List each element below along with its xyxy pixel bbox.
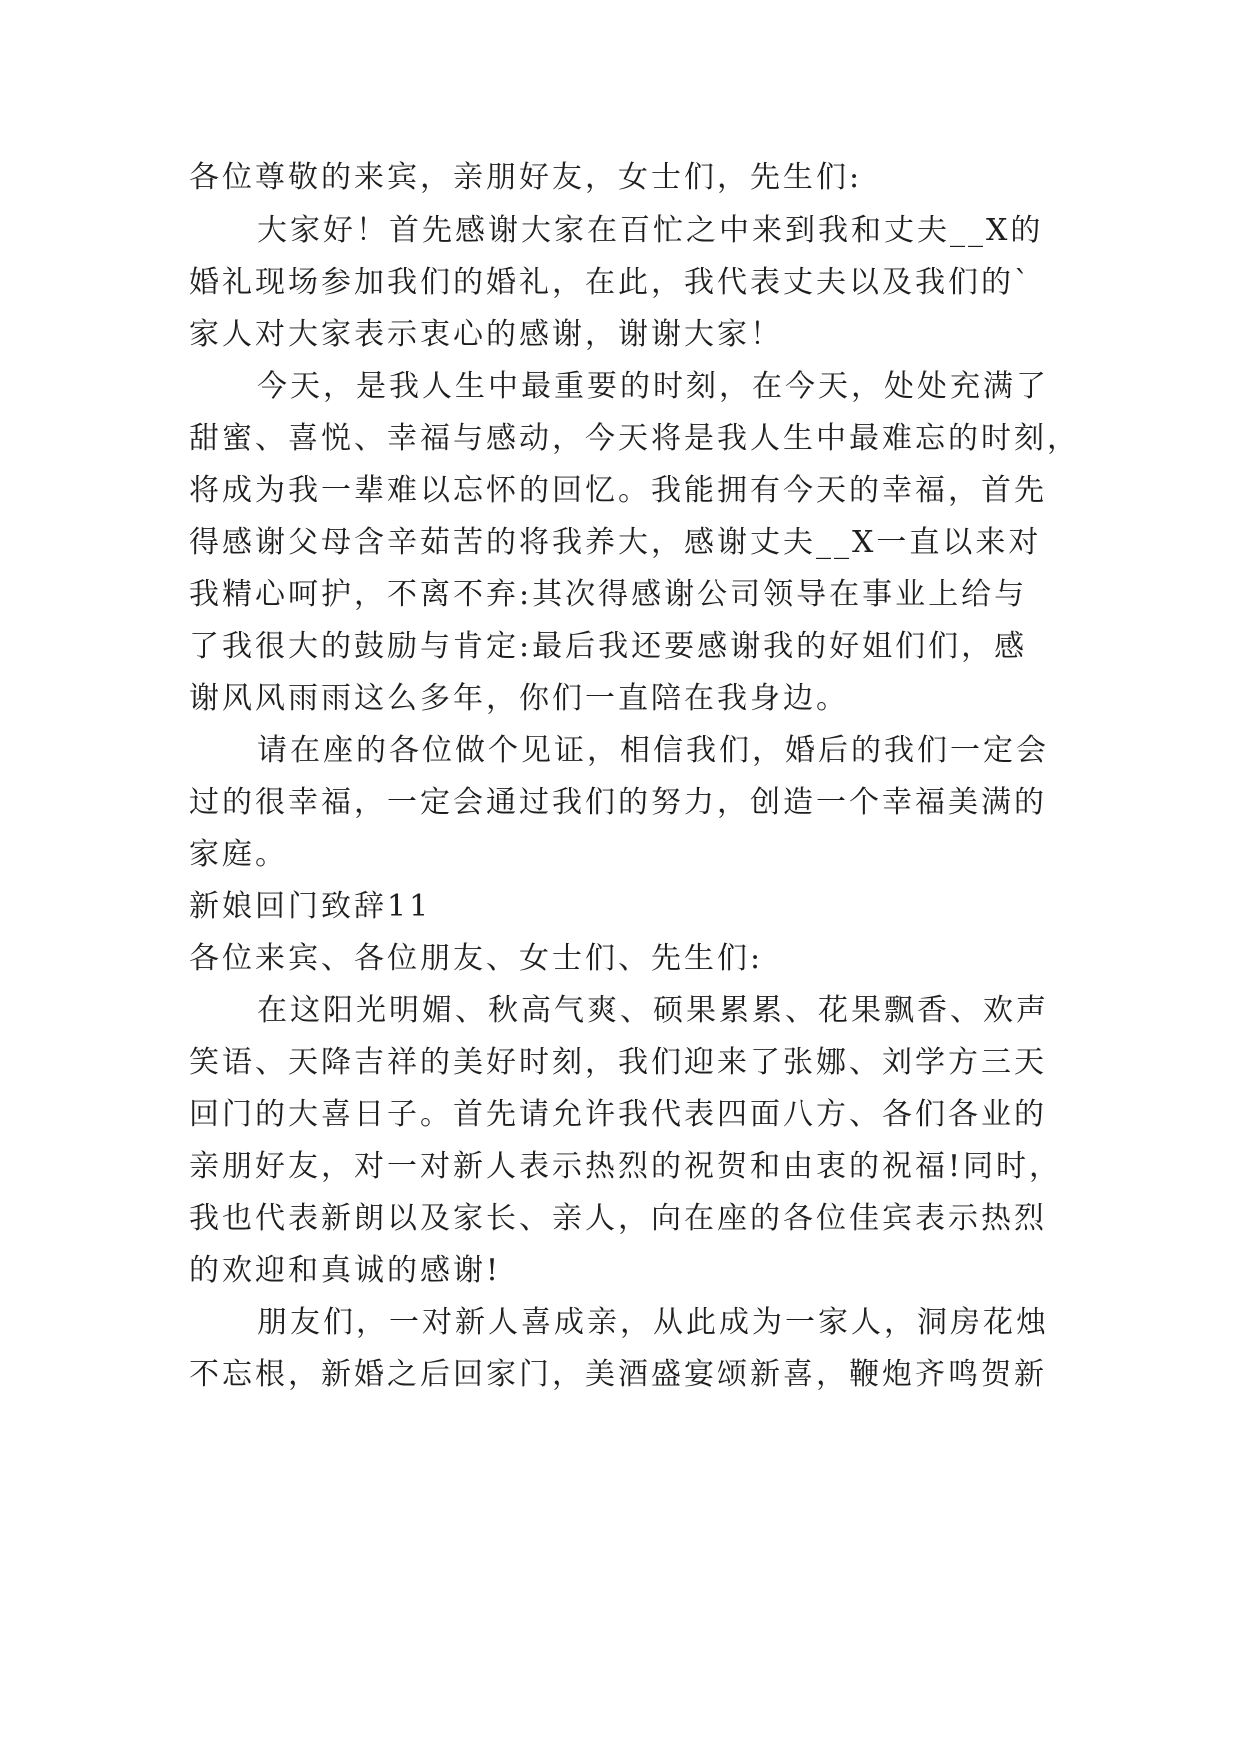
text-line: 过的很幸福，一定会通过我们的努力，创造一个幸福美满的 (189, 785, 1047, 820)
section-heading: 新娘回门致辞11 (189, 889, 432, 924)
text-line: 今天，是我人生中最重要的时刻，在今天，处处充满了 (257, 369, 1049, 404)
text-line: 了我很大的鼓励与肯定:最后我还要感谢我的好姐们们，感 (189, 629, 1028, 664)
text-line: 的欢迎和真诚的感谢! (189, 1253, 502, 1288)
text-line: 大家好！首先感谢大家在百忙之中来到我和丈夫__X的 (257, 213, 1044, 248)
text-line: 家人对大家表示衷心的感谢，谢谢大家！ (189, 317, 783, 352)
text-line: 不忘根，新婚之后回家门，美酒盛宴颂新喜，鞭炮齐鸣贺新 (189, 1357, 1047, 1392)
text-line: 请在座的各位做个见证，相信我们，婚后的我们一定会 (257, 733, 1049, 768)
text-line: 我精心呵护，不离不弃:其次得感谢公司领导在事业上给与 (189, 577, 1028, 612)
text-line: 在这阳光明媚、秋高气爽、硕果累累、花果飘香、欢声 (257, 993, 1049, 1028)
text-line: 回门的大喜日子。首先请允许我代表四面八方、各们各业的 (189, 1097, 1047, 1132)
text-line: 将成为我一辈难以忘怀的回忆。我能拥有今天的幸福，首先 (189, 473, 1047, 508)
text-line: 家庭。 (189, 837, 288, 872)
text-line: 朋友们，一对新人喜成亲，从此成为一家人，洞房花烛 (257, 1305, 1049, 1340)
text-line: 婚礼现场参加我们的婚礼，在此，我代表丈夫以及我们的` (189, 265, 1032, 300)
text-line: 我也代表新朗以及家长、亲人，向在座的各位佳宾表示热烈 (189, 1201, 1047, 1236)
text-line: 得感谢父母含辛茹苦的将我养大，感谢丈夫__X一直以来对 (189, 525, 1042, 560)
text-line: 各位来宾、各位朋友、女士们、先生们: (189, 941, 764, 976)
text-line: 谢风风雨雨这么多年，你们一直陪在我身边。 (189, 681, 849, 716)
text-line: 笑语、天降吉祥的美好时刻，我们迎来了张娜、刘学方三天 (189, 1045, 1047, 1080)
text-line: 甜蜜、喜悦、幸福与感动，今天将是我人生中最难忘的时刻， (189, 421, 1080, 456)
text-line: 亲朋好友，对一对新人表示热烈的祝贺和由衷的祝福!同时， (189, 1149, 1063, 1184)
text-line: 各位尊敬的来宾，亲朋好友，女士们，先生们: (189, 160, 863, 195)
